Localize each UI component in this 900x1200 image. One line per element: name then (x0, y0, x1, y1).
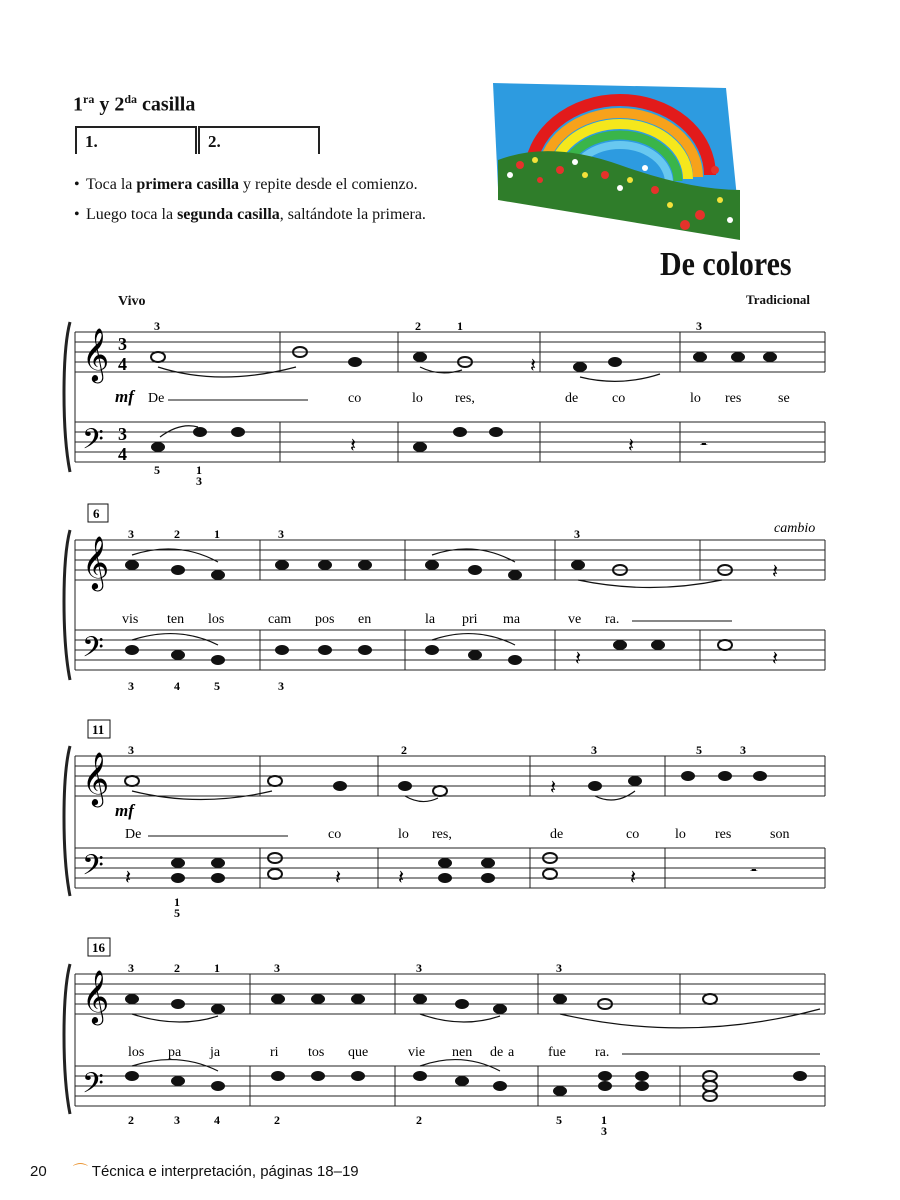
svg-text:1: 1 (457, 319, 463, 333)
svg-text:3: 3 (118, 424, 127, 444)
svg-text:𝄢: 𝄢 (82, 633, 104, 670)
svg-text:lo: lo (412, 391, 423, 406)
svg-text:𝄢: 𝄢 (82, 1069, 104, 1106)
svg-text:mf: mf (115, 801, 134, 820)
svg-text:co: co (328, 827, 342, 842)
svg-text:𝄽: 𝄽 (772, 648, 779, 670)
svg-text:que: que (348, 1045, 369, 1060)
svg-text:16: 16 (92, 940, 105, 955)
svg-text:res: res (715, 827, 732, 842)
svg-text:𝄽: 𝄽 (575, 648, 582, 670)
svg-text:𝄢: 𝄢 (82, 851, 104, 888)
svg-text:3: 3 (416, 961, 422, 975)
svg-text:𝄞: 𝄞 (82, 753, 110, 804)
volta-heading: $1^{ra}$ y $2^{da}$ casilla (73, 92, 196, 116)
svg-text:De: De (148, 391, 165, 406)
svg-text:2: 2 (401, 743, 407, 757)
svg-text:5: 5 (214, 679, 220, 693)
svg-text:3: 3 (128, 743, 134, 757)
svg-text:3: 3 (128, 679, 134, 693)
rainbow-illustration (490, 80, 750, 250)
svg-text:lo: lo (398, 827, 409, 842)
svg-text:3: 3 (278, 527, 284, 541)
svg-text:vis: vis (122, 612, 139, 627)
svg-text:1: 1 (214, 527, 220, 541)
svg-text:1: 1 (196, 463, 202, 477)
svg-text:vie: vie (408, 1045, 426, 1060)
svg-text:pa: pa (168, 1045, 182, 1060)
svg-text:pri: pri (462, 612, 478, 627)
svg-text:3: 3 (154, 319, 160, 333)
instruction-1: • Toca la primera casilla y repite desde el comienzo. (74, 176, 418, 193)
svg-text:res,: res, (432, 827, 452, 842)
svg-text:5: 5 (696, 743, 702, 757)
svg-text:de: de (490, 1045, 504, 1060)
svg-text:𝄽: 𝄽 (125, 867, 132, 889)
svg-text:3: 3 (174, 1113, 180, 1127)
svg-text:ma: ma (503, 612, 521, 627)
svg-text:𝄽: 𝄽 (350, 435, 357, 457)
svg-text:res,: res, (455, 391, 475, 406)
svg-text:𝄞: 𝄞 (82, 971, 110, 1022)
svg-text:en: en (358, 612, 372, 627)
svg-text:3: 3 (601, 1124, 607, 1138)
music-system-2 (60, 500, 830, 700)
svg-text:3: 3 (556, 961, 562, 975)
tempo-marking: Vivo (118, 294, 146, 309)
svg-text:𝄽: 𝄽 (335, 867, 342, 889)
page-number: 20 (30, 1163, 47, 1180)
svg-text:1: 1 (214, 961, 220, 975)
svg-text:se: se (778, 391, 790, 406)
svg-text:𝄽: 𝄽 (550, 777, 557, 799)
svg-text:3: 3 (574, 527, 580, 541)
svg-text:los: los (208, 612, 225, 627)
svg-text:3: 3 (118, 334, 127, 354)
svg-text:4: 4 (118, 354, 127, 374)
svg-text:ra.: ra. (605, 612, 620, 627)
piece-title: De colores (660, 246, 792, 283)
svg-text:cambio: cambio (774, 521, 816, 536)
svg-text:pos: pos (315, 612, 335, 627)
svg-text:2: 2 (128, 1113, 134, 1127)
svg-text:lo: lo (675, 827, 686, 842)
svg-text:de: de (565, 391, 579, 406)
svg-text:5: 5 (174, 906, 180, 920)
svg-text:3: 3 (278, 679, 284, 693)
svg-text:3: 3 (696, 319, 702, 333)
svg-text:6: 6 (93, 506, 100, 521)
svg-text:3: 3 (196, 474, 202, 488)
music-system-3 (60, 716, 830, 926)
svg-text:ja: ja (210, 1045, 221, 1060)
svg-text:res: res (725, 391, 742, 406)
svg-text:4: 4 (118, 444, 127, 464)
svg-text:2: 2 (416, 1113, 422, 1127)
svg-text:2: 2 (415, 319, 421, 333)
second-ending-box: 2. (198, 126, 320, 154)
svg-text:3: 3 (128, 527, 134, 541)
treble-clef: 𝄞 (82, 329, 110, 380)
svg-text:son: son (770, 827, 790, 842)
footer-reference: Técnica e interpretación, páginas 18–19 (91, 1163, 359, 1180)
svg-text:cam: cam (268, 612, 292, 627)
composer: Tradicional (746, 292, 811, 307)
svg-text:De: De (125, 827, 142, 842)
svg-text:ri: ri (270, 1045, 279, 1060)
svg-text:𝄽: 𝄽 (398, 867, 405, 889)
svg-text:4: 4 (214, 1113, 220, 1127)
svg-text:3: 3 (274, 961, 280, 975)
svg-text:4: 4 (174, 679, 180, 693)
svg-text:2: 2 (274, 1113, 280, 1127)
svg-text:𝄞: 𝄞 (82, 537, 110, 588)
first-ending-box: 1. (75, 126, 197, 154)
svg-text:co: co (612, 391, 626, 406)
book-icon: ⌒ (72, 1163, 88, 1180)
svg-text:mf: mf (115, 387, 134, 406)
svg-text:𝄼: 𝄼 (700, 435, 708, 457)
svg-text:nen: nen (452, 1045, 473, 1060)
svg-text:3: 3 (591, 743, 597, 757)
svg-text:𝄽: 𝄽 (628, 435, 635, 457)
svg-text:𝄽: 𝄽 (772, 561, 779, 583)
svg-text:1: 1 (601, 1113, 607, 1127)
svg-text:los: los (128, 1045, 145, 1060)
svg-text:𝄽: 𝄽 (630, 867, 637, 889)
svg-text:ve: ve (568, 612, 582, 627)
svg-text:co: co (626, 827, 640, 842)
svg-text:𝄼: 𝄼 (750, 861, 758, 883)
svg-text:la: la (425, 612, 436, 627)
svg-text:ten: ten (167, 612, 185, 627)
svg-text:2: 2 (174, 961, 180, 975)
svg-text:lo: lo (690, 391, 701, 406)
music-system-1 (60, 312, 830, 492)
svg-text:3: 3 (740, 743, 746, 757)
svg-text:𝄽: 𝄽 (530, 355, 537, 377)
svg-text:5: 5 (154, 463, 160, 477)
bass-clef: 𝄢 (82, 425, 104, 462)
instruction-2: • Luego toca la segunda casilla, saltándote la primera. (74, 206, 426, 223)
svg-text:a: a (508, 1045, 515, 1060)
svg-text:3: 3 (128, 961, 134, 975)
svg-text:2: 2 (174, 527, 180, 541)
svg-text:ra.: ra. (595, 1045, 610, 1060)
page-footer (30, 1160, 359, 1181)
svg-text:co: co (348, 391, 362, 406)
svg-text:fue: fue (548, 1045, 566, 1060)
music-system-4 (60, 934, 830, 1144)
svg-text:11: 11 (92, 722, 105, 737)
svg-text:5: 5 (556, 1113, 562, 1127)
svg-text:tos: tos (308, 1045, 325, 1060)
svg-text:de: de (550, 827, 564, 842)
svg-text:1: 1 (174, 895, 180, 909)
